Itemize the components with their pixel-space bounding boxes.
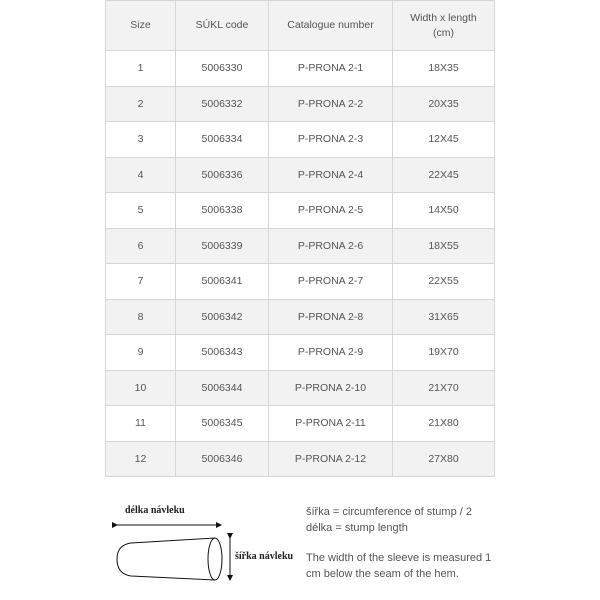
cell-sukl-code: 5006338	[176, 193, 269, 229]
cell-sukl-code: 5006343	[176, 335, 269, 371]
cell-catalogue-number: P-PRONA 2-3	[269, 122, 393, 158]
cell-catalogue-number: P-PRONA 2-12	[269, 441, 393, 477]
table-row	[106, 122, 495, 158]
cell-sukl-code: 5006345	[176, 406, 269, 442]
cell-size: 4	[106, 157, 176, 193]
cell-size: 2	[106, 86, 176, 122]
cell-sukl-code: 5006334	[176, 122, 269, 158]
cell-size: 8	[106, 299, 176, 335]
cell-width-length: 18X55	[393, 228, 495, 264]
table-row	[106, 299, 495, 335]
sleeve-hem	[208, 538, 222, 580]
cell-size: 6	[106, 228, 176, 264]
cell-catalogue-number: P-PRONA 2-6	[269, 228, 393, 264]
table-header-row	[106, 1, 495, 51]
cell-catalogue-number: P-PRONA 2-5	[269, 193, 393, 229]
table-row	[106, 406, 495, 442]
size-table-container	[105, 0, 494, 477]
cell-width-length: 20X35	[393, 86, 495, 122]
cell-width-length: 19X70	[393, 335, 495, 371]
table-row	[106, 86, 495, 122]
cell-width-length: 22X55	[393, 264, 495, 300]
legend-width-definition: šířka = circumference of stump / 2	[306, 506, 472, 518]
table-row	[106, 370, 495, 406]
cell-sukl-code: 5006342	[176, 299, 269, 335]
cell-size: 9	[106, 335, 176, 371]
cell-catalogue-number: P-PRONA 2-2	[269, 86, 393, 122]
cell-size: 10	[106, 370, 176, 406]
cell-width-length: 27X80	[393, 441, 495, 477]
cell-width-length: 18X35	[393, 51, 495, 87]
cell-size: 12	[106, 441, 176, 477]
cell-width-length: 14X50	[393, 193, 495, 229]
cell-sukl-code: 5006341	[176, 264, 269, 300]
sleeve-body	[117, 538, 215, 580]
cell-width-length: 31X65	[393, 299, 495, 335]
cell-sukl-code: 5006344	[176, 370, 269, 406]
length-label: délka návleku	[125, 505, 185, 516]
cell-sukl-code: 5006330	[176, 51, 269, 87]
legend-length-definition: délka = stump length	[306, 522, 408, 534]
cell-catalogue-number: P-PRONA 2-8	[269, 299, 393, 335]
cell-size: 7	[106, 264, 176, 300]
cell-catalogue-number: P-PRONA 2-10	[269, 370, 393, 406]
cell-size: 3	[106, 122, 176, 158]
table-row	[106, 335, 495, 371]
width-label: šířka návleku	[235, 551, 294, 562]
cell-sukl-code: 5006336	[176, 157, 269, 193]
cell-size: 5	[106, 193, 176, 229]
cell-catalogue-number: P-PRONA 2-4	[269, 157, 393, 193]
header-size: Size	[106, 1, 176, 51]
header-catalogue-number: Catalogue number	[269, 1, 393, 51]
cell-width-length: 12X45	[393, 122, 495, 158]
legend-text	[306, 504, 496, 582]
header-sukl-code: SÚKL code	[176, 1, 269, 51]
table-row	[106, 51, 495, 87]
cell-sukl-code: 5006346	[176, 441, 269, 477]
cell-size: 11	[106, 406, 176, 442]
table-row	[106, 193, 495, 229]
cell-size: 1	[106, 51, 176, 87]
cell-catalogue-number: P-PRONA 2-11	[269, 406, 393, 442]
header-width-length: Width x length (cm)	[393, 1, 495, 51]
table-row	[106, 441, 495, 477]
table-row	[106, 228, 495, 264]
cell-sukl-code: 5006332	[176, 86, 269, 122]
size-table	[105, 0, 495, 477]
cell-catalogue-number: P-PRONA 2-7	[269, 264, 393, 300]
sleeve-diagram	[105, 498, 300, 590]
table-row	[106, 157, 495, 193]
table-row	[106, 264, 495, 300]
cell-catalogue-number: P-PRONA 2-1	[269, 51, 393, 87]
cell-width-length: 21X70	[393, 370, 495, 406]
cell-sukl-code: 5006339	[176, 228, 269, 264]
measurement-note: The width of the sleeve is measured 1 cm below the seam of the hem.	[306, 552, 492, 580]
cell-width-length: 22X45	[393, 157, 495, 193]
cell-catalogue-number: P-PRONA 2-9	[269, 335, 393, 371]
cell-width-length: 21X80	[393, 406, 495, 442]
